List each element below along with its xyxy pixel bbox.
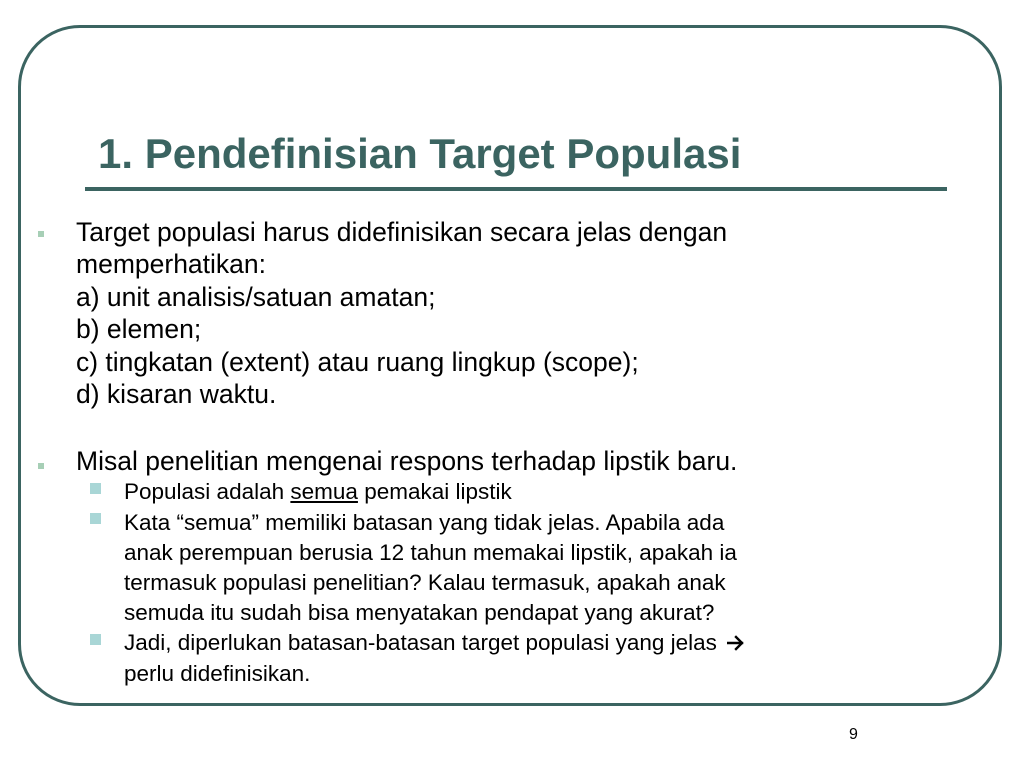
right-arrow-icon xyxy=(727,629,745,660)
sub-bullet-3-line-2: perlu didefinisikan. xyxy=(124,661,311,686)
title-divider xyxy=(85,187,947,191)
sub-bullet-1-text-after: pemakai lipstik xyxy=(357,479,512,504)
sub-bullet-1 xyxy=(124,477,512,508)
bullet1-line-2: memperhatikan: xyxy=(76,249,267,279)
bullet1-item-b: b) elemen; xyxy=(76,314,202,344)
sub-bullet-marker xyxy=(90,483,101,494)
bullet-marker xyxy=(38,463,44,469)
sub-bullet-2-line-1: Kata “semua” memiliki batasan yang tidak jelas. Apabila ada xyxy=(124,510,725,535)
bullet2-text: Misal penelitian mengenai respons terhadap lipstik baru. xyxy=(76,446,738,476)
sub-bullet-2-line-4: semuda itu sudah bisa menyatakan pendapat yang akurat? xyxy=(124,600,715,625)
sub-bullet-2-line-3: termasuk populasi penelitian? Kalau termasuk, apakah anak xyxy=(124,570,726,595)
bullet1-line-1: Target populasi harus didefinisikan secara jelas dengan xyxy=(76,217,728,247)
sub-bullet-2-line-2: anak perempuan berusia 12 tahun memakai lipstik, apakah ia xyxy=(124,540,737,565)
sub-bullet-1-text-before: Populasi adalah xyxy=(124,479,291,504)
slide-title: 1. Pendefinisian Target Populasi xyxy=(98,130,742,177)
bullet1-item-a: a) unit analisis/satuan amatan; xyxy=(76,282,436,312)
bullet1-item-d: d) kisaran waktu. xyxy=(76,379,277,409)
sub-bullet-1-underlined: semua xyxy=(290,479,358,504)
bullet1-item-c: c) tingkatan (extent) atau ruang lingkup (scope); xyxy=(76,347,639,377)
sub-bullet-marker xyxy=(90,634,101,645)
sub-bullet-3-text: Jadi, diperlukan batasan-batasan target populasi yang jelas xyxy=(124,630,717,655)
page-number: 9 xyxy=(849,726,858,743)
bullet-marker xyxy=(38,231,44,237)
sub-bullet-3-line-1 xyxy=(124,628,745,659)
sub-bullet-marker xyxy=(90,513,101,524)
